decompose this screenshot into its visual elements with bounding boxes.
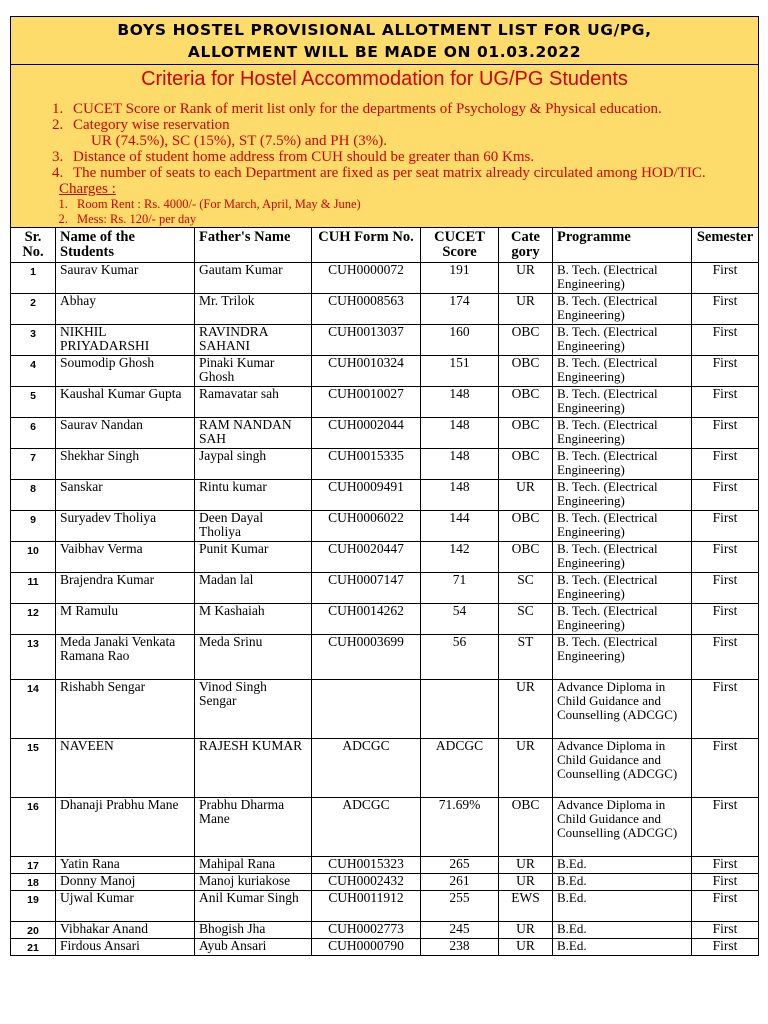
cell-father: RAVINDRA SAHANI — [195, 325, 312, 356]
cell-cat: SC — [499, 573, 553, 604]
cell-prog: B. Tech. (Electrical Engineering) — [553, 418, 692, 449]
cell-sem: First — [692, 263, 759, 294]
cell-name: NAVEEN — [56, 739, 195, 798]
cell-sr: 4 — [11, 356, 56, 387]
cell-cat: UR — [499, 263, 553, 294]
cell-father: Mr. Trilok — [195, 294, 312, 325]
table-row — [11, 874, 759, 891]
cell-prog: B. Tech. (Electrical Engineering) — [553, 604, 692, 635]
cell-cat: UR — [499, 294, 553, 325]
cell-father: Punit Kumar — [195, 542, 312, 573]
cell-sr: 11 — [11, 573, 56, 604]
cell-sr: 15 — [11, 739, 56, 798]
cell-cat: OBC — [499, 798, 553, 857]
cell-father: Anil Kumar Singh — [195, 891, 312, 922]
cell-prog: B. Tech. (Electrical Engineering) — [553, 387, 692, 418]
cell-sem: First — [692, 480, 759, 511]
table-row — [11, 680, 759, 739]
cell-prog: B. Tech. (Electrical Engineering) — [553, 449, 692, 480]
criteria-title: Criteria for Hostel Accommodation for UG/PG Students — [141, 68, 628, 90]
cell-prog: Advance Diploma in Child Guidance and Counselling (ADCGC) — [553, 798, 692, 857]
table-row — [11, 542, 759, 573]
title-line-2: ALLOTMENT WILL BE MADE ON 01.03.2022 — [187, 43, 582, 61]
cell-score: 54 — [421, 604, 499, 635]
cell-prog: Advance Diploma in Child Guidance and Counselling (ADCGC) — [553, 739, 692, 798]
cell-sem: First — [692, 542, 759, 573]
cell-score: 142 — [421, 542, 499, 573]
cell-father: Manoj kuriakose — [195, 874, 312, 891]
table-row — [11, 356, 759, 387]
cell-sr: 3 — [11, 325, 56, 356]
cell-sr: 13 — [11, 635, 56, 680]
cell-name: Saurav Nandan — [56, 418, 195, 449]
cell-score: 245 — [421, 922, 499, 939]
cell-name: Kaushal Kumar Gupta — [56, 387, 195, 418]
cell-father: Deen Dayal Tholiya — [195, 511, 312, 542]
table-row — [11, 573, 759, 604]
cell-prog: B. Tech. (Electrical Engineering) — [553, 263, 692, 294]
cell-father: Gautam Kumar — [195, 263, 312, 294]
table-row — [11, 325, 759, 356]
cell-sem: First — [692, 939, 759, 956]
title-row — [11, 17, 759, 65]
cell-sem: First — [692, 604, 759, 635]
cell-form: CUH0009491 — [312, 480, 421, 511]
table-row — [11, 263, 759, 294]
cell-sr: 9 — [11, 511, 56, 542]
cell-name: Firdous Ansari — [56, 939, 195, 956]
cell-father: Pinaki Kumar Ghosh — [195, 356, 312, 387]
cell-father: Bhogish Jha — [195, 922, 312, 939]
cell-form: CUH0015335 — [312, 449, 421, 480]
cell-name: Saurav Kumar — [56, 263, 195, 294]
cell-form: ADCGC — [312, 798, 421, 857]
cell-score: 56 — [421, 635, 499, 680]
cell-score: 160 — [421, 325, 499, 356]
cell-cat: OBC — [499, 542, 553, 573]
cell-score: 71 — [421, 573, 499, 604]
cell-name: Sanskar — [56, 480, 195, 511]
cell-sem: First — [692, 891, 759, 922]
col-header-name: Name of the Students — [56, 228, 195, 263]
cell-cat: UR — [499, 922, 553, 939]
cell-father: Rintu kumar — [195, 480, 312, 511]
cell-prog: Advance Diploma in Child Guidance and Counselling (ADCGC) — [553, 680, 692, 739]
cell-sem: First — [692, 739, 759, 798]
cell-father: RAM NANDAN SAH — [195, 418, 312, 449]
cell-sr: 8 — [11, 480, 56, 511]
cell-form: CUH0008563 — [312, 294, 421, 325]
cell-cat: ST — [499, 635, 553, 680]
cell-form: CUH0002773 — [312, 922, 421, 939]
cell-sem: First — [692, 325, 759, 356]
title-line-1: BOYS HOSTEL PROVISIONAL ALLOTMENT LIST FOR UG/PG, — [117, 21, 652, 39]
cell-cat: OBC — [499, 325, 553, 356]
cell-prog: B. Tech. (Electrical Engineering) — [553, 294, 692, 325]
cell-form: CUH0014262 — [312, 604, 421, 635]
table-row — [11, 939, 759, 956]
cell-sem: First — [692, 294, 759, 325]
document-title — [11, 17, 759, 65]
cell-name: Brajendra Kumar — [56, 573, 195, 604]
cell-sr: 21 — [11, 939, 56, 956]
cell-sr: 5 — [11, 387, 56, 418]
cell-cat: OBC — [499, 449, 553, 480]
cell-cat: OBC — [499, 387, 553, 418]
col-header-score: CUCET Score — [421, 228, 499, 263]
cell-name: Ujwal Kumar — [56, 891, 195, 922]
cell-sem: First — [692, 449, 759, 480]
cell-cat: OBC — [499, 418, 553, 449]
cell-score: 148 — [421, 480, 499, 511]
cell-form: CUH0010027 — [312, 387, 421, 418]
cell-score: 174 — [421, 294, 499, 325]
cell-sr: 16 — [11, 798, 56, 857]
table-header-row — [11, 228, 759, 263]
cell-prog: B. Tech. (Electrical Engineering) — [553, 356, 692, 387]
reservation-breakdown: UR (74.5%), SC (15%), ST (7.5%) and PH (3%). — [91, 133, 387, 149]
cell-score — [421, 680, 499, 739]
cell-score: 191 — [421, 263, 499, 294]
cell-name: Abhay — [56, 294, 195, 325]
cell-form — [312, 680, 421, 739]
criteria-item: 1. CUCET Score or Rank of merit list only for the departments of Psychology & Physical education. — [67, 101, 748, 117]
charge-item: 2. Mess: Rs. 120/- per day — [71, 212, 758, 227]
cell-form: CUH0011912 — [312, 891, 421, 922]
cell-form: ADCGC — [312, 739, 421, 798]
cell-father: Meda Srinu — [195, 635, 312, 680]
cell-sr: 19 — [11, 891, 56, 922]
charges-label: Charges : — [59, 181, 116, 197]
cell-score: 148 — [421, 387, 499, 418]
cell-name: Dhanaji Prabhu Mane — [56, 798, 195, 857]
cell-sr: 18 — [11, 874, 56, 891]
cell-score: 144 — [421, 511, 499, 542]
cell-form: CUH0003699 — [312, 635, 421, 680]
charge-item: 1. Room Rent : Rs. 4000/- (For March, April, May & June) — [71, 197, 758, 212]
cell-score: 265 — [421, 857, 499, 874]
cell-score: 148 — [421, 449, 499, 480]
cell-score: 151 — [421, 356, 499, 387]
table-row — [11, 511, 759, 542]
cell-sem: First — [692, 680, 759, 739]
cell-sr: 12 — [11, 604, 56, 635]
cell-sem: First — [692, 874, 759, 891]
cell-prog: B.Ed. — [553, 922, 692, 939]
cell-father: Ayub Ansari — [195, 939, 312, 956]
cell-cat: OBC — [499, 356, 553, 387]
cell-prog: B. Tech. (Electrical Engineering) — [553, 542, 692, 573]
cell-prog: B. Tech. (Electrical Engineering) — [553, 511, 692, 542]
cell-form: CUH0020447 — [312, 542, 421, 573]
cell-score: 238 — [421, 939, 499, 956]
cell-sr: 14 — [11, 680, 56, 739]
cell-name: Vibhakar Anand — [56, 922, 195, 939]
table-row — [11, 604, 759, 635]
cell-sr: 7 — [11, 449, 56, 480]
cell-name: Shekhar Singh — [56, 449, 195, 480]
cell-sem: First — [692, 356, 759, 387]
table-row — [11, 418, 759, 449]
cell-sr: 20 — [11, 922, 56, 939]
cell-father: M Kashaiah — [195, 604, 312, 635]
cell-prog: B.Ed. — [553, 857, 692, 874]
criteria-list — [11, 101, 758, 181]
cell-score: ADCGC — [421, 739, 499, 798]
criteria-box — [11, 65, 759, 228]
table-row — [11, 891, 759, 922]
cell-cat: UR — [499, 739, 553, 798]
criteria-item — [67, 117, 748, 149]
cell-cat: UR — [499, 874, 553, 891]
cell-form: CUH0000072 — [312, 263, 421, 294]
cell-form: CUH0015323 — [312, 857, 421, 874]
cell-score: 148 — [421, 418, 499, 449]
cell-sem: First — [692, 573, 759, 604]
cell-form: CUH0002044 — [312, 418, 421, 449]
cell-name: Rishabh Sengar — [56, 680, 195, 739]
col-header-semester: Semester — [692, 228, 759, 263]
cell-sr: 17 — [11, 857, 56, 874]
cell-score: 261 — [421, 874, 499, 891]
table-row — [11, 294, 759, 325]
table-row — [11, 857, 759, 874]
col-header-sr: Sr. No. — [11, 228, 56, 263]
table-row — [11, 449, 759, 480]
cell-form: CUH0010324 — [312, 356, 421, 387]
cell-name: Soumodip Ghosh — [56, 356, 195, 387]
cell-prog: B. Tech. (Electrical Engineering) — [553, 480, 692, 511]
cell-form: CUH0000790 — [312, 939, 421, 956]
cell-sem: First — [692, 511, 759, 542]
cell-father: Prabhu Dharma Mane — [195, 798, 312, 857]
cell-cat: SC — [499, 604, 553, 635]
cell-form: CUH0006022 — [312, 511, 421, 542]
cell-prog: B. Tech. (Electrical Engineering) — [553, 635, 692, 680]
cell-father: Mahipal Rana — [195, 857, 312, 874]
col-header-category: Cate gory — [499, 228, 553, 263]
cell-score: 255 — [421, 891, 499, 922]
charges-list — [11, 197, 758, 227]
col-header-programme: Programme — [553, 228, 692, 263]
cell-prog: B. Tech. (Electrical Engineering) — [553, 573, 692, 604]
cell-sem: First — [692, 418, 759, 449]
cell-name: Meda Janaki Venkata Ramana Rao — [56, 635, 195, 680]
cell-sem: First — [692, 857, 759, 874]
table-row — [11, 387, 759, 418]
cell-father: Ramavatar sah — [195, 387, 312, 418]
criteria-item: 4. The number of seats to each Department are fixed as per seat matrix already circulated among HOD/TIC. — [67, 165, 748, 181]
table-row — [11, 922, 759, 939]
cell-father: Vinod Singh Sengar — [195, 680, 312, 739]
cell-sem: First — [692, 798, 759, 857]
table-row — [11, 480, 759, 511]
cell-form: CUH0013037 — [312, 325, 421, 356]
criteria-row — [11, 65, 759, 228]
cell-sem: First — [692, 635, 759, 680]
cell-prog: B.Ed. — [553, 874, 692, 891]
cell-father: RAJESH KUMAR — [195, 739, 312, 798]
cell-cat: UR — [499, 857, 553, 874]
cell-name: NIKHIL PRIYADARSHI — [56, 325, 195, 356]
cell-father: Jaypal singh — [195, 449, 312, 480]
criteria-item-label: Category wise reservation — [73, 117, 230, 133]
cell-sr: 6 — [11, 418, 56, 449]
cell-name: Suryadev Tholiya — [56, 511, 195, 542]
col-header-father: Father's Name — [195, 228, 312, 263]
cell-name: M Ramulu — [56, 604, 195, 635]
cell-form: CUH0007147 — [312, 573, 421, 604]
cell-form: CUH0002432 — [312, 874, 421, 891]
cell-name: Vaibhav Verma — [56, 542, 195, 573]
cell-score: 71.69% — [421, 798, 499, 857]
cell-sr: 1 — [11, 263, 56, 294]
table-row — [11, 635, 759, 680]
cell-prog: B. Tech. (Electrical Engineering) — [553, 325, 692, 356]
cell-name: Donny Manoj — [56, 874, 195, 891]
cell-sr: 10 — [11, 542, 56, 573]
cell-cat: EWS — [499, 891, 553, 922]
cell-sr: 2 — [11, 294, 56, 325]
cell-cat: UR — [499, 480, 553, 511]
cell-name: Yatin Rana — [56, 857, 195, 874]
cell-sem: First — [692, 387, 759, 418]
cell-prog: B.Ed. — [553, 891, 692, 922]
col-header-form: CUH Form No. — [312, 228, 421, 263]
cell-father: Madan lal — [195, 573, 312, 604]
table-row — [11, 798, 759, 857]
table-row — [11, 739, 759, 798]
allotment-sheet — [10, 16, 759, 956]
cell-prog: B.Ed. — [553, 939, 692, 956]
cell-cat: UR — [499, 680, 553, 739]
cell-sem: First — [692, 922, 759, 939]
cell-cat: OBC — [499, 511, 553, 542]
criteria-item: 3. Distance of student home address from CUH should be greater than 60 Kms. — [67, 149, 748, 165]
cell-cat: UR — [499, 939, 553, 956]
